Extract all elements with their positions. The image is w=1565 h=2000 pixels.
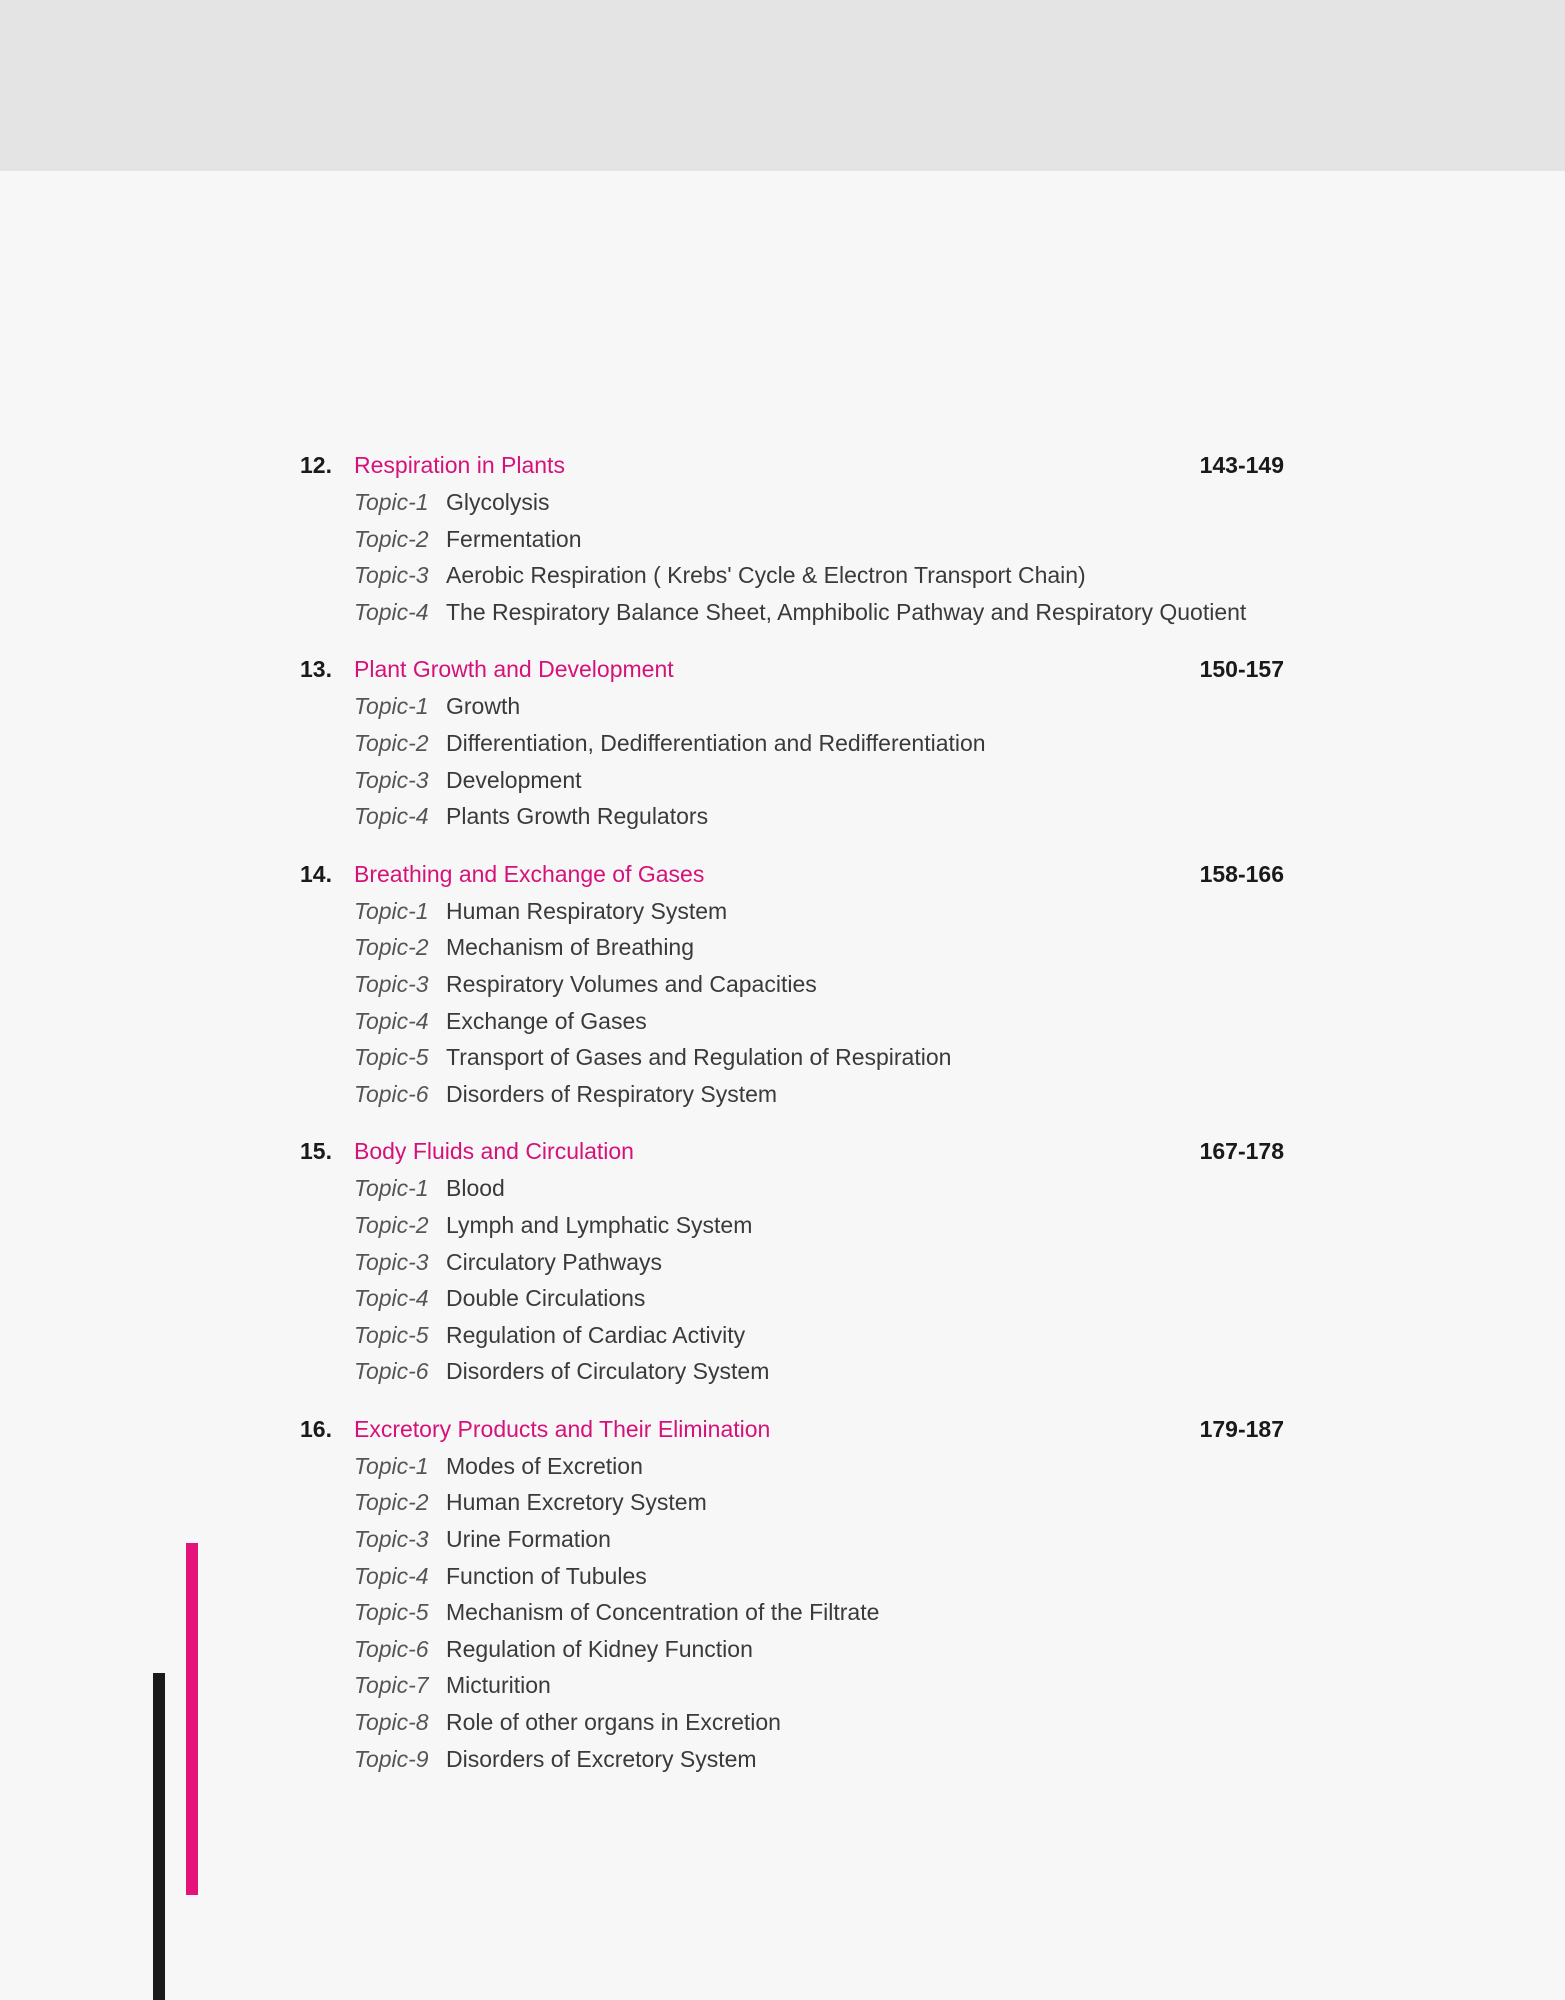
topic-title: Micturition — [446, 1672, 551, 1699]
topic-label: Topic-6 — [354, 1635, 429, 1662]
topic-label: Topic-8 — [354, 1709, 429, 1736]
topic-title: Circulatory Pathways — [446, 1248, 663, 1275]
chapter-title-link[interactable]: Excretory Products and Their Elimination — [354, 1415, 771, 1442]
topic-label: Topic-5 — [354, 1321, 429, 1348]
topic-row — [300, 725, 1300, 762]
topic-row — [300, 484, 1300, 521]
topic-label: Topic-1 — [354, 693, 429, 720]
topic-title: Disorders of Circulatory System — [446, 1358, 770, 1385]
chapter-entry — [300, 1410, 1300, 1777]
topic-row — [300, 557, 1300, 594]
topic-label: Topic-7 — [354, 1672, 429, 1699]
table-of-contents — [300, 446, 1300, 1797]
topic-label: Topic-9 — [354, 1745, 429, 1772]
topic-label: Topic-1 — [354, 1175, 429, 1202]
topic-row — [300, 893, 1300, 930]
chapter-entry — [300, 855, 1300, 1113]
topic-label: Topic-2 — [354, 1211, 429, 1238]
topic-row — [300, 762, 1300, 799]
topic-label: Topic-3 — [354, 1526, 429, 1553]
topic-row — [300, 798, 1300, 835]
topic-row — [300, 1448, 1300, 1485]
topic-title: Development — [446, 766, 582, 793]
chapter-heading — [300, 446, 1300, 484]
topic-row — [300, 1631, 1300, 1668]
topic-title: Glycolysis — [446, 489, 550, 515]
topic-title: Disorders of Excretory System — [446, 1745, 757, 1772]
topic-label: Topic-3 — [354, 562, 429, 589]
chapter-entry — [300, 650, 1300, 834]
topic-title: Function of Tubules — [446, 1562, 647, 1589]
topic-row — [300, 688, 1300, 725]
chapter-page-range: 150-157 — [1199, 656, 1284, 683]
chapter-number: 14. — [300, 860, 332, 887]
topic-title: Human Excretory System — [446, 1489, 707, 1516]
topic-title: Human Respiratory System — [446, 897, 728, 924]
topic-label: Topic-2 — [354, 1489, 429, 1516]
chapter-number: 15. — [300, 1138, 332, 1165]
chapter-entry — [300, 1132, 1300, 1390]
topic-label: Topic-2 — [354, 525, 429, 552]
chapter-title-link[interactable]: Body Fluids and Circulation — [354, 1138, 634, 1165]
topic-label: Topic-2 — [354, 729, 429, 756]
topic-title: Regulation of Kidney Function — [446, 1635, 753, 1662]
topic-row — [300, 1076, 1300, 1113]
topic-label: Topic-1 — [354, 897, 429, 924]
topic-row — [300, 1003, 1300, 1040]
chapter-entry — [300, 446, 1300, 630]
topic-title: Differentiation, Dedifferentiation and Redifferentiation — [446, 729, 986, 756]
topic-label: Topic-3 — [354, 766, 429, 793]
chapter-title-link[interactable]: Breathing and Exchange of Gases — [354, 860, 705, 887]
chapter-number: 13. — [300, 656, 332, 683]
topic-label: Topic-4 — [354, 1562, 429, 1589]
topic-label: Topic-4 — [354, 598, 429, 625]
topic-row — [300, 1741, 1300, 1778]
topic-row — [300, 1207, 1300, 1244]
topic-label: Topic-2 — [354, 934, 429, 961]
chapter-heading — [300, 1132, 1300, 1170]
topic-row — [300, 1594, 1300, 1631]
chapter-number: 16. — [300, 1415, 332, 1442]
header-band — [0, 0, 1565, 171]
topic-title: Mechanism of Concentration of the Filtrate — [446, 1599, 880, 1626]
topic-label: Topic-4 — [354, 803, 429, 830]
topic-title: Role of other organs in Excretion — [446, 1709, 781, 1736]
chapter-heading — [300, 855, 1300, 893]
topic-row — [300, 1244, 1300, 1281]
chapter-heading — [300, 650, 1300, 688]
topic-title: Mechanism of Breathing — [446, 934, 695, 961]
topic-row — [300, 1667, 1300, 1704]
topic-title: Blood — [446, 1175, 505, 1202]
topic-row — [300, 1558, 1300, 1595]
topic-label: Topic-1 — [354, 489, 429, 515]
topic-label: Topic-4 — [354, 1285, 429, 1312]
topic-row — [300, 1280, 1300, 1317]
topic-label: Topic-6 — [354, 1080, 429, 1107]
topic-title: Plants Growth Regulators — [446, 803, 709, 830]
topic-title: Growth — [446, 693, 521, 720]
chapter-page-range: 167-178 — [1199, 1138, 1284, 1165]
topic-row — [300, 1039, 1300, 1076]
chapter-title-link[interactable]: Respiration in Plants — [354, 452, 565, 478]
topic-title: Exchange of Gases — [446, 1007, 647, 1034]
topic-row — [300, 1704, 1300, 1741]
topic-label: Topic-1 — [354, 1452, 429, 1479]
chapter-number: 12. — [300, 452, 332, 478]
topic-label: Topic-5 — [354, 1044, 429, 1071]
topic-title: Double Circulations — [446, 1285, 646, 1312]
topic-label: Topic-4 — [354, 1007, 429, 1034]
topic-row — [300, 594, 1300, 631]
topic-row — [300, 521, 1300, 558]
topic-row — [300, 929, 1300, 966]
topic-title: The Respiratory Balance Sheet, Amphibolic Pathway and Respiratory Quotient — [446, 598, 1247, 625]
topic-label: Topic-3 — [354, 1248, 429, 1275]
topic-title: Lymph and Lymphatic System — [446, 1211, 753, 1238]
topic-title: Urine Formation — [446, 1526, 611, 1553]
chapter-title-link[interactable]: Plant Growth and Development — [354, 656, 674, 683]
decorative-pink-bar — [186, 1543, 198, 1895]
chapter-page-range: 158-166 — [1199, 860, 1284, 887]
chapter-page-range: 143-149 — [1199, 452, 1284, 478]
topic-row — [300, 1353, 1300, 1390]
topic-row — [300, 1521, 1300, 1558]
decorative-black-bar — [153, 1673, 165, 2000]
topic-title: Fermentation — [446, 525, 582, 552]
topic-row — [300, 1170, 1300, 1207]
topic-label: Topic-3 — [354, 970, 429, 997]
topic-title: Respiratory Volumes and Capacities — [446, 970, 817, 997]
topic-row — [300, 966, 1300, 1003]
topic-label: Topic-5 — [354, 1599, 429, 1626]
topic-title: Transport of Gases and Regulation of Respiration — [446, 1044, 952, 1071]
chapter-page-range: 179-187 — [1199, 1415, 1284, 1442]
topic-title: Modes of Excretion — [446, 1452, 643, 1479]
topic-row — [300, 1484, 1300, 1521]
topic-label: Topic-6 — [354, 1358, 429, 1385]
topic-title: Regulation of Cardiac Activity — [446, 1321, 746, 1348]
topic-title: Disorders of Respiratory System — [446, 1080, 778, 1107]
topic-row — [300, 1317, 1300, 1354]
chapter-heading — [300, 1410, 1300, 1448]
topic-title: Aerobic Respiration ( Krebs' Cycle & Electron Transport Chain) — [446, 562, 1086, 589]
